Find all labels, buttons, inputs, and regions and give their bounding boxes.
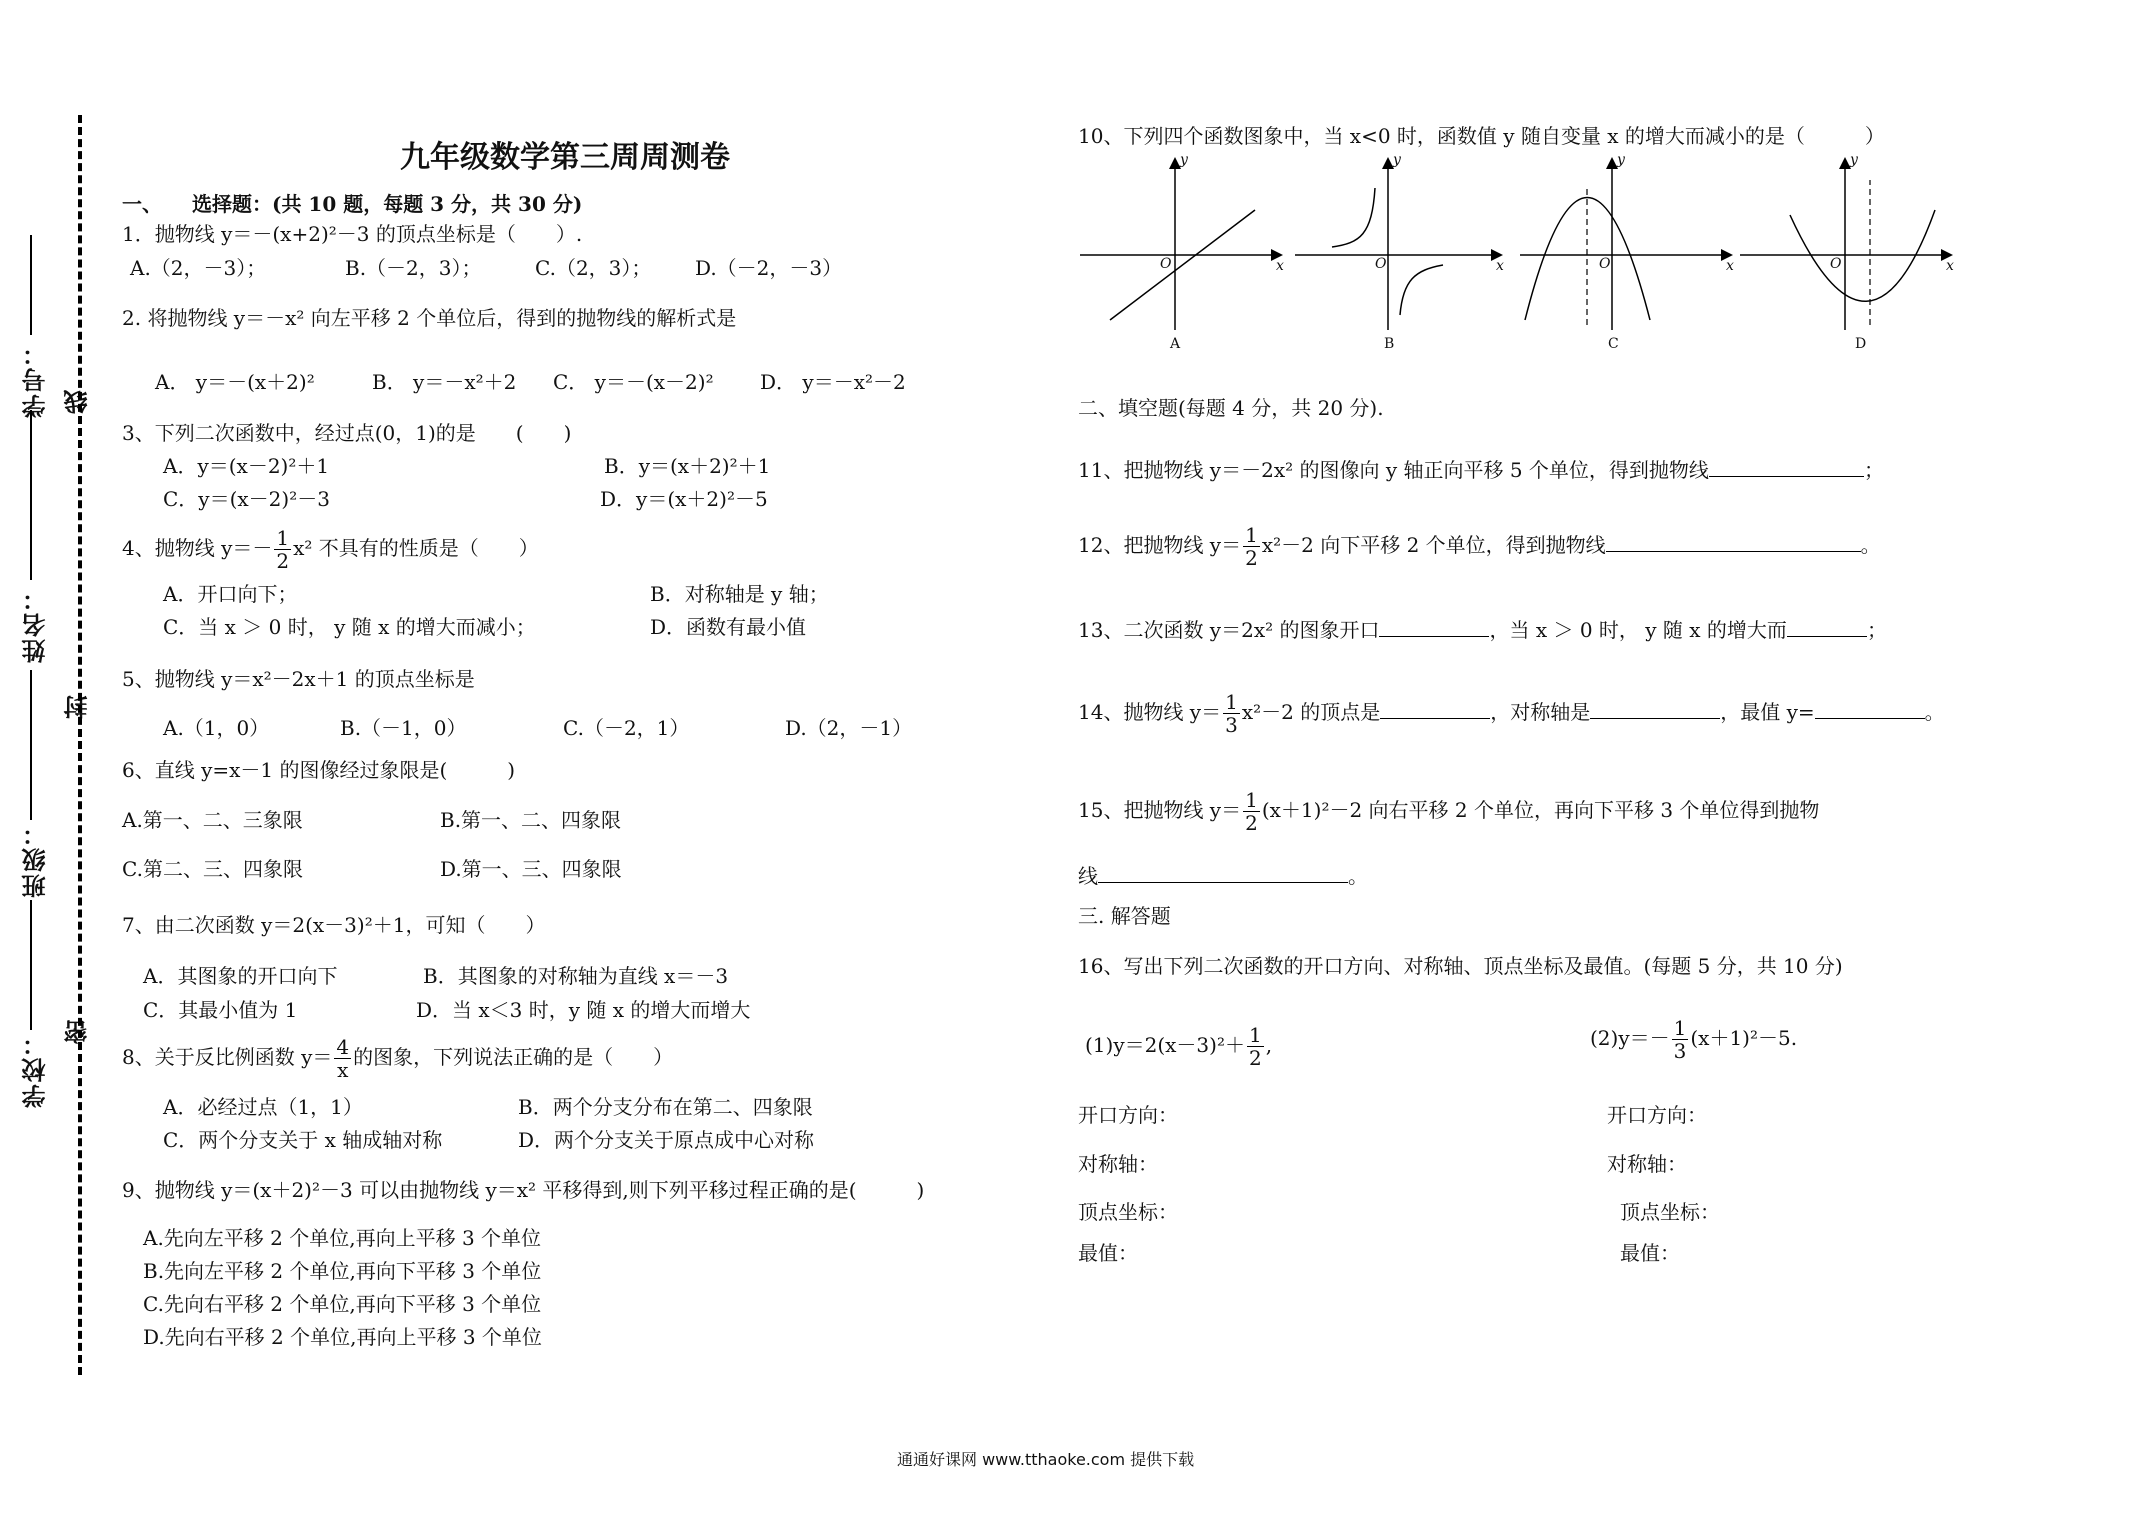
q14 — [1078, 682, 1945, 742]
school-label: 学校： — [21, 1030, 50, 1108]
q8-frac-num: 4 — [336, 1035, 350, 1059]
graph-b-branch-left — [1332, 188, 1375, 247]
section3-heading: 三. 解答题 — [1078, 904, 1171, 928]
q8-option-a: A．必经过点（1，1） — [163, 1095, 363, 1119]
q14-post: x²－2 的顶点是 — [1241, 700, 1381, 724]
q7-option-b: B．其图象的对称轴为直线 x＝－3 — [423, 964, 729, 988]
graph-label-b: B — [1384, 336, 1395, 352]
q16-p1-num: 1 — [1248, 1023, 1262, 1047]
q14-blank-1 — [1380, 698, 1490, 719]
q15-line2-text: 线 — [1078, 864, 1098, 888]
q3-option-b: B．y＝(x＋2)²＋1 — [604, 454, 771, 478]
q5-option-b: B.（－1，0） — [340, 716, 467, 740]
graph-d-y-label: y — [1850, 152, 1858, 168]
q11-blank — [1709, 456, 1864, 477]
graph-a-y-label: y — [1180, 152, 1188, 168]
graph-d-x-label: x — [1946, 258, 1954, 274]
q16-p2-pre: (2)y＝－ — [1590, 1026, 1670, 1050]
q9-option-d: D.先向右平移 2 个单位,再向上平移 3 个单位 — [143, 1325, 542, 1349]
q14-mid2: ，最值 y= — [1720, 700, 1815, 724]
q8-fraction — [334, 1036, 351, 1081]
q14-end: 。 — [1924, 700, 1945, 724]
q4-frac-num: 1 — [276, 526, 290, 550]
q12-fraction — [1243, 524, 1260, 569]
seal-word-xian: 线 — [63, 390, 92, 414]
q4-option-b: B．对称轴是 y 轴； — [650, 582, 829, 606]
graph-b-x-label: x — [1496, 258, 1504, 274]
q6-option-a: A.第一、二、三象限 — [122, 808, 303, 832]
graph-a — [1080, 160, 1280, 330]
q4-frac-den: 2 — [276, 549, 290, 573]
q16-p2-extreme-label: 最值： — [1620, 1241, 1680, 1265]
seal-word-mi: 密 — [63, 1020, 92, 1044]
q1-option-a: A.（2，－3）； — [130, 256, 267, 280]
q12-blank — [1606, 531, 1861, 552]
q14-mid: ，对称轴是 — [1490, 700, 1591, 724]
q16-p1-vertex-label: 顶点坐标： — [1078, 1200, 1178, 1224]
q9-option-b: B.先向左平移 2 个单位,再向下平移 3 个单位 — [143, 1259, 542, 1283]
q15-pre: 15、把抛物线 y＝ — [1078, 798, 1242, 822]
q13-blank-1 — [1379, 616, 1489, 637]
q13-b: ，当 x ＞ 0 时， y 随 x 的增大而 — [1489, 618, 1787, 642]
student-no-line — [30, 235, 32, 335]
graph-label-c: C — [1608, 336, 1619, 352]
q2-option-b: B． y＝－x²＋2 — [372, 370, 517, 394]
q11-end: ； — [1863, 458, 1884, 482]
q15-frac-num: 1 — [1245, 788, 1258, 812]
q16-p1-pre: (1)y＝2(x－3)²＋ — [1085, 1033, 1245, 1057]
q15-line2 — [1078, 862, 1368, 888]
q15-frac-den: 2 — [1245, 811, 1258, 835]
graph-a-origin: O — [1160, 256, 1172, 272]
q4-stem-pre: 4、抛物线 y＝－ — [122, 536, 273, 560]
graph-label-d: D — [1855, 336, 1867, 352]
q16-p2-vertex-label: 顶点坐标： — [1620, 1200, 1720, 1224]
q9-stem: 9、抛物线 y＝(x＋2)²－3 可以由抛物线 y＝x² 平移得到,则下列平移过程正确的是( ) — [122, 1178, 925, 1202]
q16-p2-fraction — [1672, 1017, 1689, 1062]
q5-option-d: D.（2，－1） — [785, 716, 913, 740]
q11 — [1078, 456, 1884, 482]
q10-stem: 10、下列四个函数图象中，当 x<0 时，函数值 y 随自变量 x 的增大而减小的是（ ） — [1078, 124, 1885, 148]
q4-option-c: C．当 x ＞ 0 时， y 随 x 的增大而减小； — [163, 615, 536, 639]
q15 — [1078, 780, 1819, 840]
q2-option-c: C． y＝－(x－2)² — [553, 370, 714, 394]
q13 — [1078, 616, 1887, 642]
q1-option-b: B.（－2，3）； — [345, 256, 482, 280]
q8-stem — [122, 1027, 673, 1087]
graph-a-x-label: x — [1276, 258, 1284, 274]
q14-pre: 14、抛物线 y＝ — [1078, 700, 1222, 724]
graph-c-x-label: x — [1726, 258, 1734, 274]
q2-stem: 2. 将抛物线 y＝－x² 向左平移 2 个单位后，得到的抛物线的解析式是 — [122, 306, 737, 330]
q8-option-d: D．两个分支关于原点成中心对称 — [518, 1128, 815, 1152]
q9-option-a: A.先向左平移 2 个单位,再向上平移 3 个单位 — [143, 1226, 542, 1250]
section1-heading: 一、 选择题：(共 10 题，每题 3 分，共 30 分) — [122, 192, 583, 216]
q10-graphs — [1075, 150, 2005, 350]
q1-option-c: C.（2，3）； — [535, 256, 652, 280]
q14-fraction — [1223, 691, 1240, 736]
q16-p2-num: 1 — [1673, 1016, 1687, 1040]
graph-b-origin: O — [1375, 256, 1387, 272]
q4-stem-post: x² 不具有的性质是（ ） — [293, 536, 539, 560]
name-line — [30, 410, 32, 580]
q7-option-a: A．其图象的开口向下 — [143, 964, 338, 988]
q3-option-a: A．y＝(x－2)²＋1 — [163, 454, 330, 478]
graph-b — [1295, 160, 1500, 330]
q3-option-d: D．y＝(x＋2)²－5 — [600, 487, 768, 511]
section2-heading: 二、填空题(每题 4 分，共 20 分). — [1078, 396, 1384, 420]
school-line — [30, 900, 32, 1030]
binding-strip — [0, 0, 110, 1518]
q5-option-c: C.（－2，1） — [563, 716, 690, 740]
q8-frac-den: x — [337, 1058, 349, 1082]
q9-option-c: C.先向右平移 2 个单位,再向下平移 3 个单位 — [143, 1292, 542, 1316]
q12-pre: 12、把抛物线 y＝ — [1078, 533, 1242, 557]
q15-blank — [1098, 862, 1348, 883]
q16-p1-axis-label: 对称轴： — [1078, 1152, 1158, 1176]
q12-frac-den: 2 — [1245, 546, 1258, 570]
q8-option-c: C．两个分支关于 x 轴成轴对称 — [163, 1128, 443, 1152]
q6-option-b: B.第一、二、四象限 — [440, 808, 622, 832]
q6-option-c: C.第二、三、四象限 — [122, 857, 303, 881]
q4-stem — [122, 518, 539, 578]
q6-stem: 6、直线 y=x－1 的图像经过象限是( ) — [122, 758, 516, 782]
q7-option-c: C．其最小值为 1 — [143, 998, 298, 1022]
q16-p2-post: (x＋1)²－5. — [1690, 1026, 1798, 1050]
q5-option-a: A.（1，0） — [163, 716, 270, 740]
q13-a: 13、二次函数 y＝2x² 的图象开口 — [1078, 618, 1380, 642]
graph-d — [1740, 160, 1950, 330]
q16-p2-opening-label: 开口方向： — [1607, 1103, 1707, 1127]
graph-a-line — [1110, 210, 1255, 320]
q8-stem-pre: 8、关于反比例函数 y＝ — [122, 1045, 333, 1069]
q16-p1-extreme-label: 最值： — [1078, 1241, 1138, 1265]
graph-c-origin: O — [1599, 256, 1611, 272]
q4-fraction — [274, 527, 291, 572]
q12-end: 。 — [1860, 533, 1881, 557]
student-no-label: 学号： — [21, 340, 50, 418]
graph-c-y-label: y — [1617, 152, 1625, 168]
q12-frac-num: 1 — [1245, 523, 1258, 547]
q2-option-d: D． y＝－x²－2 — [760, 370, 906, 394]
q16-p1-post: , — [1265, 1033, 1273, 1057]
q13-blank-2 — [1787, 616, 1867, 637]
q12 — [1078, 515, 1881, 575]
q1-option-d: D.（－2，－3） — [695, 256, 843, 280]
q6-option-d: D.第一、三、四象限 — [440, 857, 622, 881]
q15-post: (x＋1)²－2 向右平移 2 个单位，再向下平移 3 个单位得到抛物 — [1261, 798, 1820, 822]
q3-stem: 3、下列二次函数中，经过点(0，1)的是 ( ) — [122, 421, 572, 445]
q16-part1 — [1085, 1015, 1272, 1075]
footer-source: 通通好课网 www.tthaoke.com 提供下载 — [897, 1450, 1195, 1469]
q4-option-a: A．开口向下； — [163, 582, 298, 606]
class-label: 班级： — [21, 820, 50, 898]
seal-dashed-line — [78, 115, 82, 1375]
q5-stem: 5、抛物线 y＝x²－2x＋1 的顶点坐标是 — [122, 667, 475, 691]
q7-option-d: D．当 x＜3 时，y 随 x 的增大而增大 — [416, 998, 751, 1022]
q14-frac-num: 1 — [1225, 690, 1238, 714]
q4-option-d: D．函数有最小值 — [650, 615, 807, 639]
q16-part2 — [1590, 1008, 1797, 1068]
name-label: 姓名： — [21, 585, 50, 663]
q11-text: 11、把抛物线 y＝－2x² 的图像向 y 轴正向平移 5 个单位，得到抛物线 — [1078, 458, 1709, 482]
q16-p1-opening-label: 开口方向： — [1078, 1103, 1178, 1127]
q13-end: ； — [1866, 618, 1887, 642]
q2-option-a: A． y＝－(x＋2)² — [155, 370, 315, 394]
graph-b-y-label: y — [1393, 152, 1401, 168]
q15-fraction — [1243, 789, 1260, 834]
q14-frac-den: 3 — [1225, 713, 1238, 737]
graph-c — [1520, 160, 1730, 330]
q16-p1-den: 2 — [1248, 1046, 1262, 1070]
page-title: 九年级数学第三周周测卷 — [400, 140, 730, 175]
graph-label-a: A — [1170, 336, 1181, 352]
q1-stem: 1．抛物线 y＝－(x+2)²－3 的顶点坐标是（ ）. — [122, 222, 583, 246]
graph-d-origin: O — [1830, 256, 1842, 272]
q16-stem: 16、写出下列二次函数的开口方向、对称轴、顶点坐标及最值。(每题 5 分，共 10 分) — [1078, 954, 1843, 978]
q16-p1-fraction — [1247, 1024, 1264, 1069]
q14-blank-3 — [1815, 698, 1925, 719]
q7-stem: 7、由二次函数 y＝2(x－3)²＋1，可知（ ） — [122, 913, 546, 937]
q8-stem-post: 的图象，下列说法正确的是（ ） — [353, 1045, 674, 1069]
q14-blank-2 — [1590, 698, 1720, 719]
q16-p2-den: 3 — [1673, 1039, 1687, 1063]
q12-post: x²－2 向下平移 2 个单位，得到抛物线 — [1261, 533, 1606, 557]
q16-p2-axis-label: 对称轴： — [1607, 1152, 1687, 1176]
graph-b-branch-right — [1400, 265, 1443, 315]
seal-word-feng: 封 — [63, 695, 92, 719]
q3-option-c: C．y＝(x－2)²－3 — [163, 487, 330, 511]
q8-option-b: B．两个分支分布在第二、四象限 — [518, 1095, 813, 1119]
q15-end: 。 — [1348, 864, 1368, 888]
class-line — [30, 670, 32, 820]
